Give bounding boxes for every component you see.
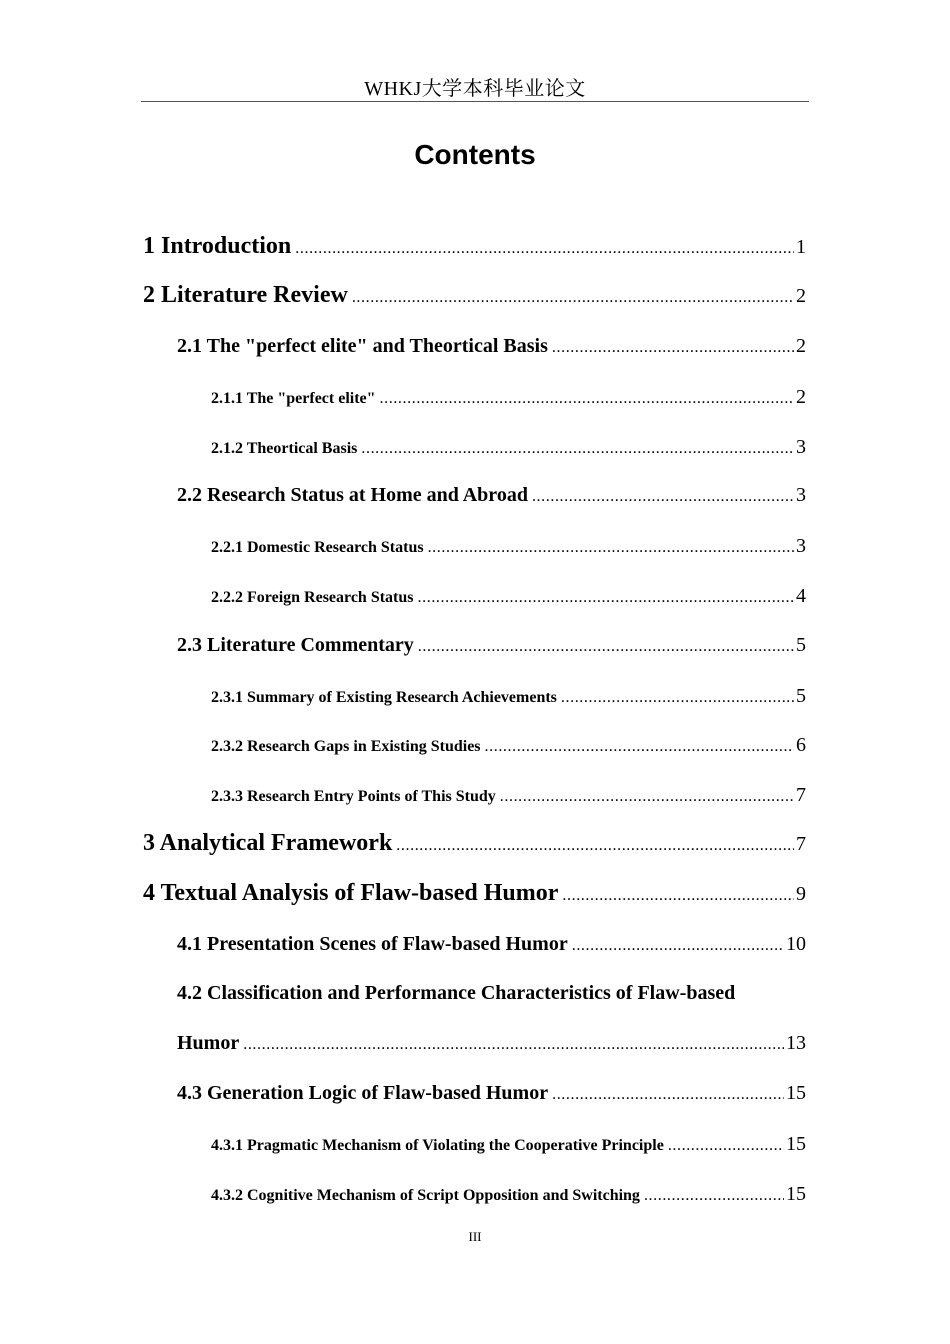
toc-page: 4 <box>796 585 806 607</box>
toc-label: 4.1 Presentation Scenes of Flaw-based Humor <box>177 933 568 955</box>
toc-label: 4 Textual Analysis of Flaw-based Humor <box>143 880 559 906</box>
toc-page: 5 <box>796 685 806 707</box>
toc-entry-2-1-1[interactable] <box>211 386 806 412</box>
toc-page: 10 <box>786 933 806 955</box>
toc-label: 2.2 Research Status at Home and Abroad <box>177 484 528 506</box>
toc-page: 13 <box>786 1032 806 1054</box>
toc-label: 4.3 Generation Logic of Flaw-based Humor <box>177 1082 549 1104</box>
toc-leader <box>572 937 784 955</box>
toc-entry-2-3[interactable] <box>177 634 806 664</box>
page-number: III <box>468 1229 482 1244</box>
toc-entry-4-3-1[interactable] <box>211 1133 806 1159</box>
toc-leader <box>644 1187 784 1205</box>
toc-label: 2 Literature Review <box>143 282 348 308</box>
running-header: WHKJ大学本科毕业论文 <box>364 78 586 100</box>
toc-entry-4-3[interactable] <box>177 1082 806 1112</box>
toc-entry-2[interactable] <box>143 282 806 316</box>
toc-page: 15 <box>786 1133 806 1155</box>
page-title: Contents <box>414 139 536 170</box>
toc-leader <box>500 788 794 806</box>
toc-leader <box>380 390 794 408</box>
toc-leader <box>396 837 794 855</box>
toc-entry-3[interactable] <box>143 830 806 864</box>
toc-leader <box>295 240 794 258</box>
toc-entry-2-2-2[interactable] <box>211 585 806 611</box>
toc-page: 2 <box>796 386 806 408</box>
toc-entry-2-3-2[interactable] <box>211 734 806 760</box>
toc-entry-4-2-line1[interactable]: 4.2 Classification and Performance Characteristics of Flaw-based <box>177 982 736 1004</box>
toc-leader <box>668 1137 784 1155</box>
toc-label: Humor <box>177 1032 240 1054</box>
toc-leader <box>532 488 794 506</box>
toc-entry-4-1[interactable] <box>177 933 806 963</box>
toc-page: 2 <box>796 285 806 307</box>
toc-entry-2-1[interactable] <box>177 335 806 365</box>
toc-label: 2.1 The "perfect elite" and Theortical Basis <box>177 335 548 357</box>
toc-entry-1[interactable] <box>143 233 806 267</box>
toc-leader <box>561 689 794 707</box>
toc-page: 3 <box>796 535 806 557</box>
toc-label: 2.3 Literature Commentary <box>177 634 414 656</box>
toc-page: 7 <box>796 833 806 855</box>
toc-entry-4[interactable] <box>143 880 806 914</box>
toc-entry-2-2-1[interactable] <box>211 535 806 561</box>
toc-label: 2.1.1 The "perfect elite" <box>211 390 376 407</box>
toc-label: 2.3.2 Research Gaps in Existing Studies <box>211 738 481 755</box>
toc-page: 3 <box>796 436 806 458</box>
toc-page: 1 <box>796 236 806 258</box>
toc-entry-4-2[interactable] <box>177 1032 806 1062</box>
toc-entry-2-2[interactable] <box>177 484 806 514</box>
toc-label: 2.2.1 Domestic Research Status <box>211 539 424 556</box>
toc-leader <box>361 440 794 458</box>
toc-leader <box>552 339 794 357</box>
toc-label: 2.2.2 Foreign Research Status <box>211 589 414 606</box>
toc-label: 1 Introduction <box>143 233 292 259</box>
toc-page: 9 <box>796 883 806 905</box>
toc-entry-2-3-1[interactable] <box>211 685 806 711</box>
toc-leader <box>552 1086 784 1104</box>
toc-entry-2-3-3[interactable] <box>211 784 806 810</box>
toc-entry-2-1-2[interactable] <box>211 436 806 462</box>
toc-label: 3 Analytical Framework <box>143 830 393 856</box>
toc-entry-4-3-2[interactable] <box>211 1183 806 1209</box>
toc-label: 4.3.2 Cognitive Mechanism of Script Opposition and Switching <box>211 1187 640 1204</box>
toc-page: 15 <box>786 1082 806 1104</box>
toc-leader <box>418 589 794 607</box>
toc-label: 2.1.2 Theortical Basis <box>211 440 358 457</box>
toc-leader <box>243 1036 784 1054</box>
toc-page: 5 <box>796 634 806 656</box>
toc-leader <box>428 539 794 557</box>
toc-leader <box>562 887 794 905</box>
toc-leader <box>485 738 794 756</box>
toc-label: 2.3.3 Research Entry Points of This Study <box>211 788 496 805</box>
toc-label: 2.3.1 Summary of Existing Research Achievements <box>211 689 557 706</box>
toc-leader <box>418 638 794 656</box>
toc-page: 3 <box>796 484 806 506</box>
toc-page: 6 <box>796 734 806 756</box>
toc-leader <box>352 289 794 307</box>
toc-label: 4.3.1 Pragmatic Mechanism of Violating the Cooperative Principle <box>211 1137 664 1154</box>
toc-page: 15 <box>786 1183 806 1205</box>
toc-page: 7 <box>796 784 806 806</box>
toc-page: 2 <box>796 335 806 357</box>
